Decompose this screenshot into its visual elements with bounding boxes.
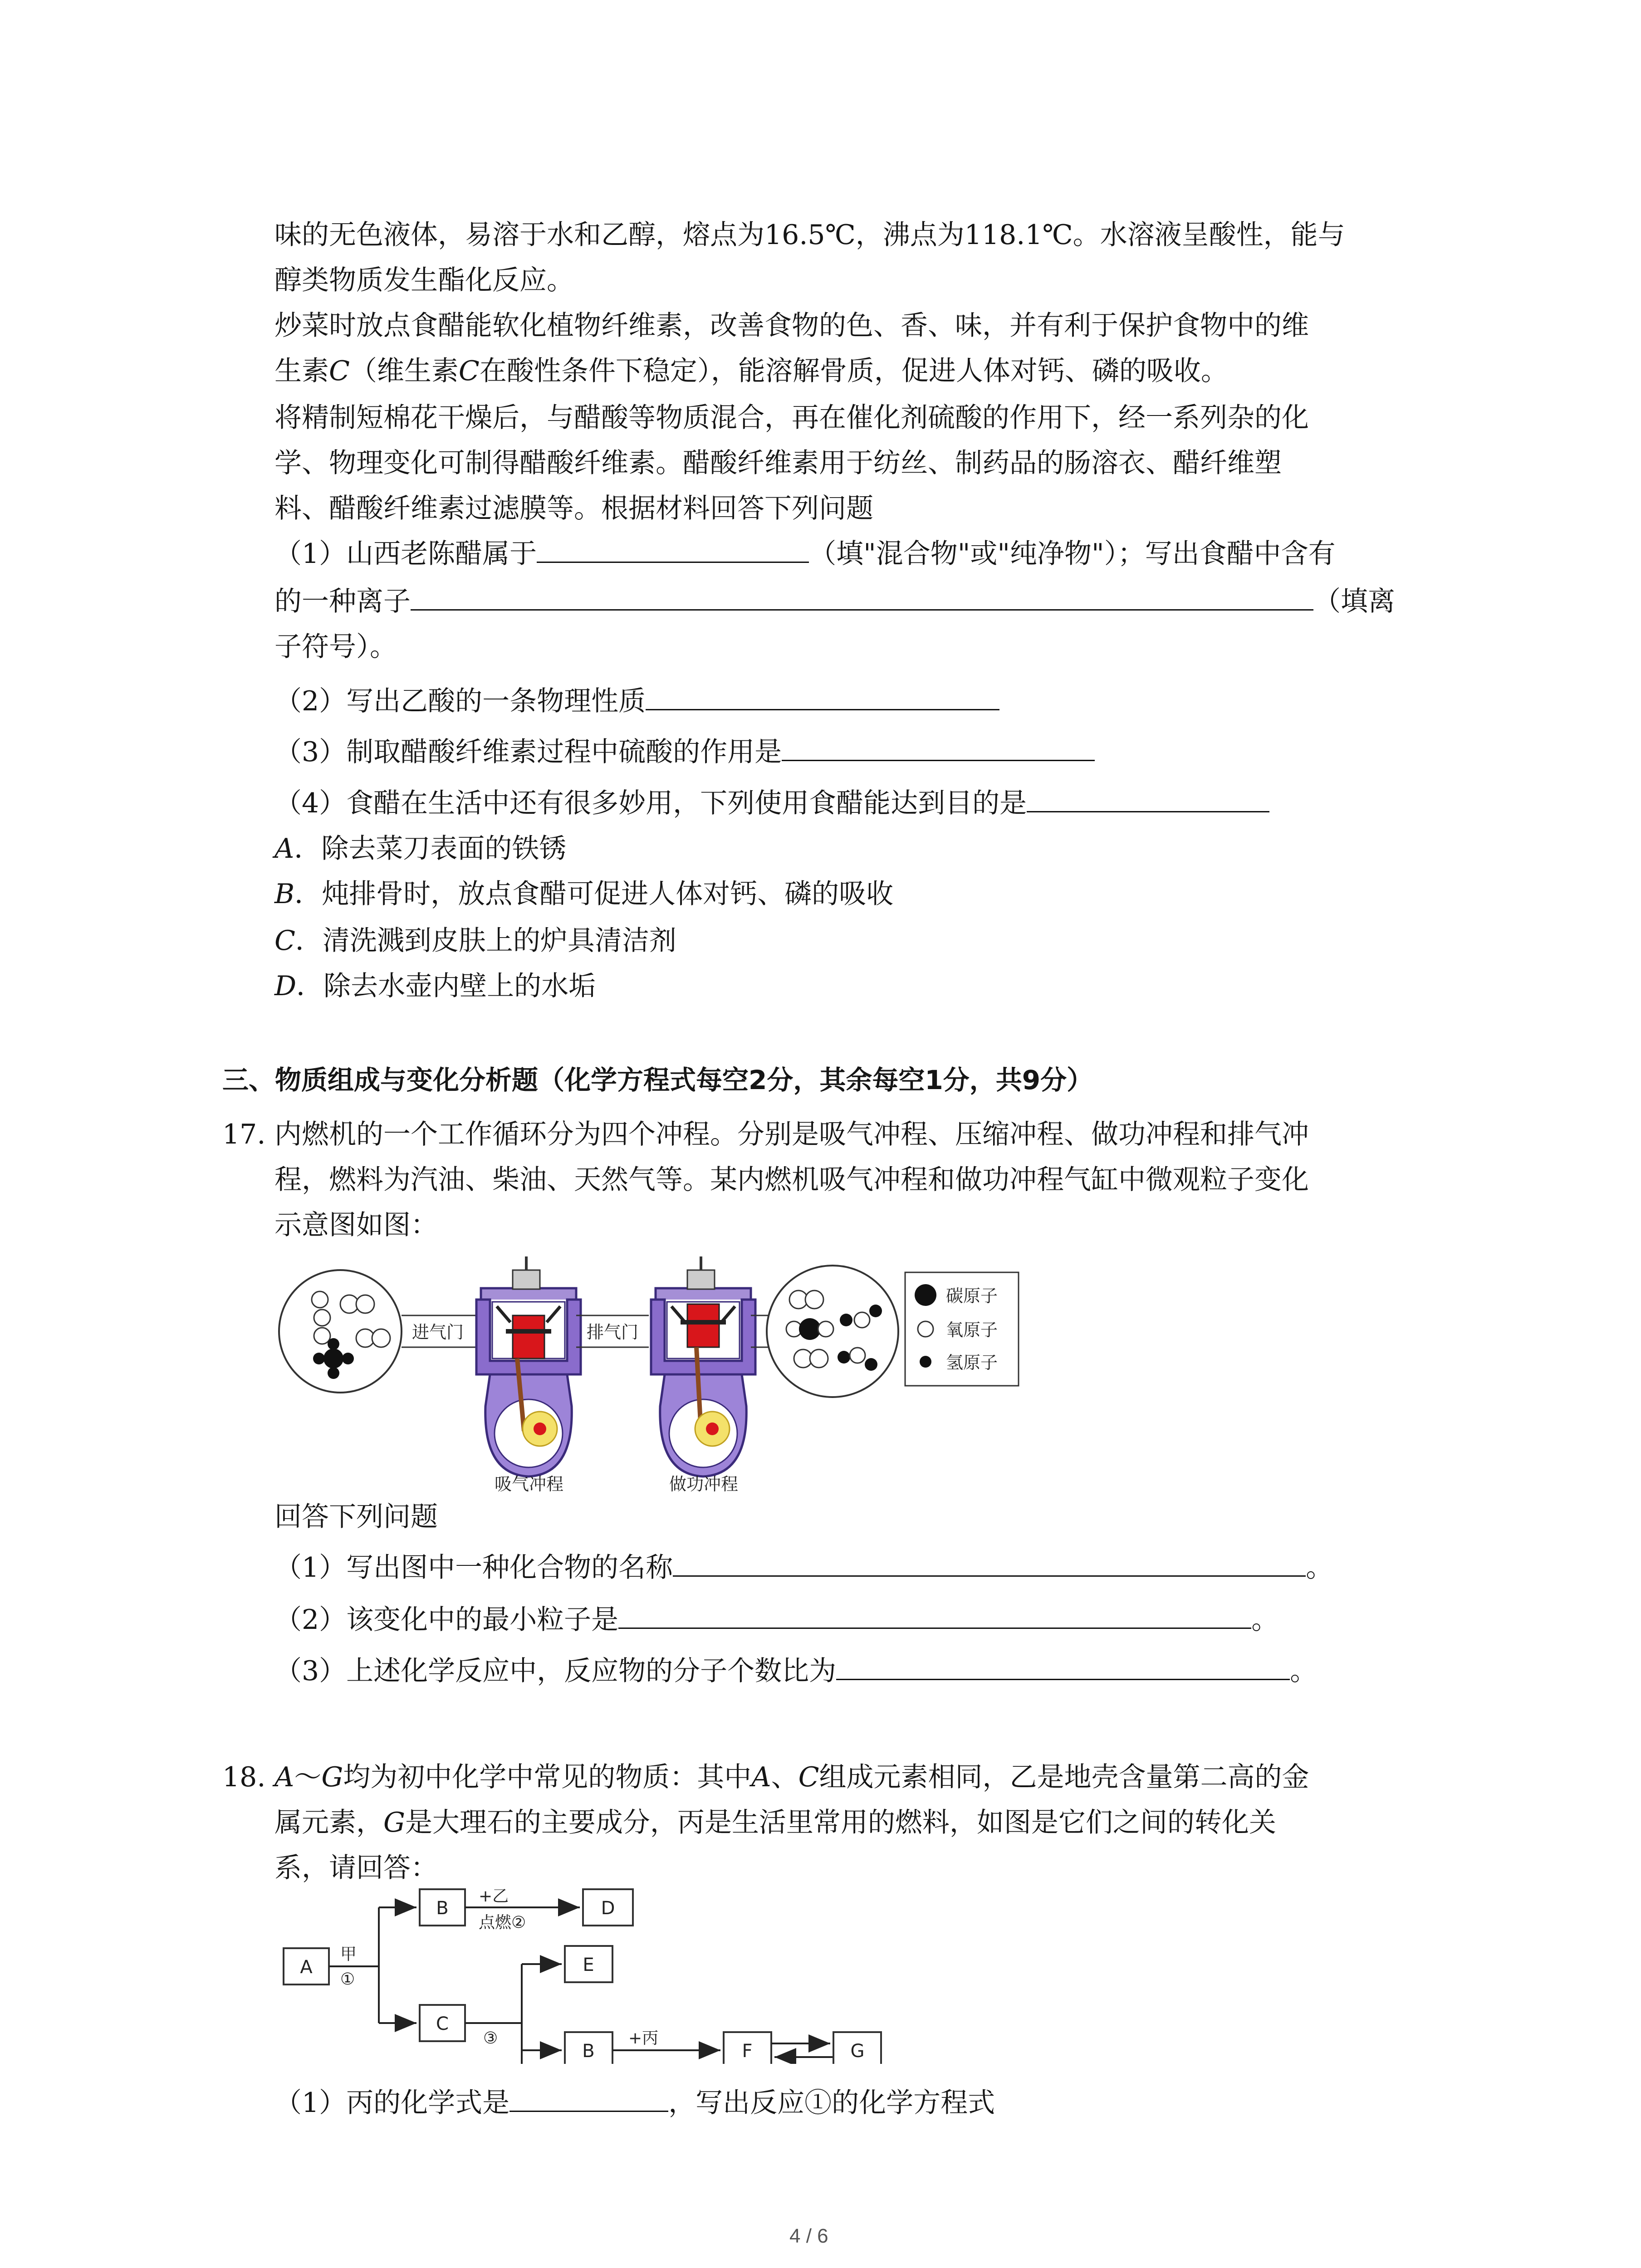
q17-number: 17.: [222, 1119, 266, 1150]
material-line-1: 味的无色液体，易溶于水和乙醇，熔点为16.5℃，沸点为118.1℃。水溶液呈酸性，能与: [274, 219, 1345, 251]
svg-text:F: F: [742, 2041, 753, 2062]
legend-hydrogen: 氢原子: [946, 1353, 998, 1373]
q17-line-1: 内燃机的一个工作循环分为四个冲程。分别是吸气冲程、压缩冲程、做功冲程和排气冲: [274, 1119, 1309, 1150]
q17-blank-2[interactable]: [618, 1604, 1251, 1629]
conversion-diagram: [277, 1887, 894, 2064]
label-ignite-2: 点燃②: [479, 1913, 526, 1932]
q17-blank-3[interactable]: [836, 1655, 1290, 1680]
svg-text:A: A: [300, 1957, 313, 1978]
svg-text:G: G: [850, 2041, 865, 2062]
material-line-2: 醇类物质发生酯化反应。: [274, 264, 574, 296]
engine-power: [651, 1256, 755, 1476]
material-line-3: 炒菜时放点食醋能软化植物纤维素，改善食物的色、香、味，并有利于保护食物中的维: [274, 310, 1309, 342]
q16-option-d: D．除去水壶内壁上的水垢: [274, 970, 596, 1002]
label-jia: 甲: [340, 1945, 357, 1964]
q16-blank-2[interactable]: [411, 586, 1313, 611]
svg-text:B: B: [436, 1898, 449, 1919]
methane-molecule: [323, 1349, 343, 1369]
q16-sub1-line-2: 的一种离子 （填离: [274, 586, 1395, 617]
material-line-4: 生素C（维生素C在酸性条件下稳定），能溶解骨质，促进人体对钙、磷的吸收。: [274, 355, 1228, 387]
svg-text:C: C: [436, 2014, 449, 2034]
svg-text:E: E: [583, 1955, 594, 1975]
label-plus-yi: +乙: [479, 1887, 509, 1906]
label-reaction-3: ③: [483, 2029, 498, 2048]
q18-line-1: A～G均为初中化学中常见的物质：其中A、C组成元素相同，乙是地壳含量第二高的金: [274, 1761, 1309, 1793]
q17-sub1-line: （1）写出图中一种化合物的名称 。: [274, 1552, 1333, 1584]
q18-number: 18.: [222, 1761, 266, 1793]
material-line-7: 料、醋酸纤维素过滤膜等。根据材料回答下列问题: [274, 493, 873, 524]
page-number: 4 / 6: [789, 2225, 828, 2247]
q17-line-2: 程，燃料为汽油、柴油、天然气等。某内燃机吸气冲程和做功冲程气缸中微观粒子变化: [274, 1164, 1309, 1196]
q18-line-2: 属元素，G是大理石的主要成分，丙是生活里常用的燃料，如图是它们之间的转化关: [274, 1807, 1276, 1838]
q16-option-a: A．除去菜刀表面的铁锈: [274, 833, 567, 865]
q17-line-3: 示意图如图：: [274, 1209, 438, 1241]
intake-stroke-caption: 吸气冲程: [495, 1474, 564, 1494]
q17-blank-1[interactable]: [673, 1552, 1306, 1577]
section-3-heading: 三、物质组成与变化分析题（化学方程式每空2分，其余每空1分，共9分）: [222, 1065, 1093, 1095]
q18-line-3: 系，请回答：: [274, 1852, 438, 1884]
q18-blank-1[interactable]: [509, 2087, 668, 2112]
q16-sub4-line: （4）食醋在生活中还有很多妙用，下列使用食醋能达到目的是: [274, 787, 1269, 820]
q16-option-b: B．炖排骨时，放点食醋可促进人体对钙、磷的吸收: [274, 878, 894, 910]
engine-intake: [476, 1256, 581, 1476]
power-stroke-caption: 做功冲程: [669, 1474, 739, 1494]
exhaust-valve-label: 排气门: [587, 1322, 639, 1342]
q16-sub2-line: （2）写出乙酸的一条物理性质: [274, 685, 999, 718]
q17-sub3-line: （3）上述化学反应中，反应物的分子个数比为 。: [274, 1655, 1318, 1687]
q16-sub1-line-3: 子符号）。: [274, 631, 397, 663]
q16-sub3-line: （3）制取醋酸纤维素过程中硫酸的作用是: [274, 736, 1095, 768]
q16-blank-3[interactable]: [646, 685, 999, 710]
material-line-5: 将精制短棉花干燥后，与醋酸等物质混合，再在催化剂硫酸的作用下，经一系列杂的化: [274, 402, 1309, 434]
q16-blank-4[interactable]: [782, 736, 1095, 761]
q17-prompt: 回答下列问题: [274, 1501, 438, 1533]
q18-sub1-line: （1）丙的化学式是 ，写出反应①的化学方程式: [274, 2087, 995, 2119]
legend-oxygen: 氧原子: [946, 1320, 998, 1340]
label-plus-bing: +丙: [628, 2029, 659, 2048]
q16-option-c: C．清洗溅到皮肤上的炉具清洁剂: [274, 925, 676, 957]
q16-sub1-line: （1）山西老陈醋属于 （填"混合物"或"纯净物"）；写出食醋中含有: [274, 538, 1336, 570]
engine-stroke-figure: [277, 1256, 1030, 1497]
label-reaction-1: ①: [340, 1970, 355, 1989]
legend-carbon: 碳原子: [946, 1286, 998, 1306]
svg-text:B: B: [582, 2041, 595, 2062]
q16-blank-1[interactable]: [537, 538, 809, 563]
q16-blank-5[interactable]: [1027, 787, 1269, 812]
q17-sub2-line: （2）该变化中的最小粒子是 。: [274, 1604, 1279, 1636]
intake-valve-label: 进气门: [412, 1322, 464, 1342]
svg-text:D: D: [601, 1898, 615, 1919]
material-line-6: 学、物理变化可制得醋酸纤维素。醋酸纤维素用于纺丝、制药品的肠溶衣、醋纤维塑: [274, 447, 1282, 479]
